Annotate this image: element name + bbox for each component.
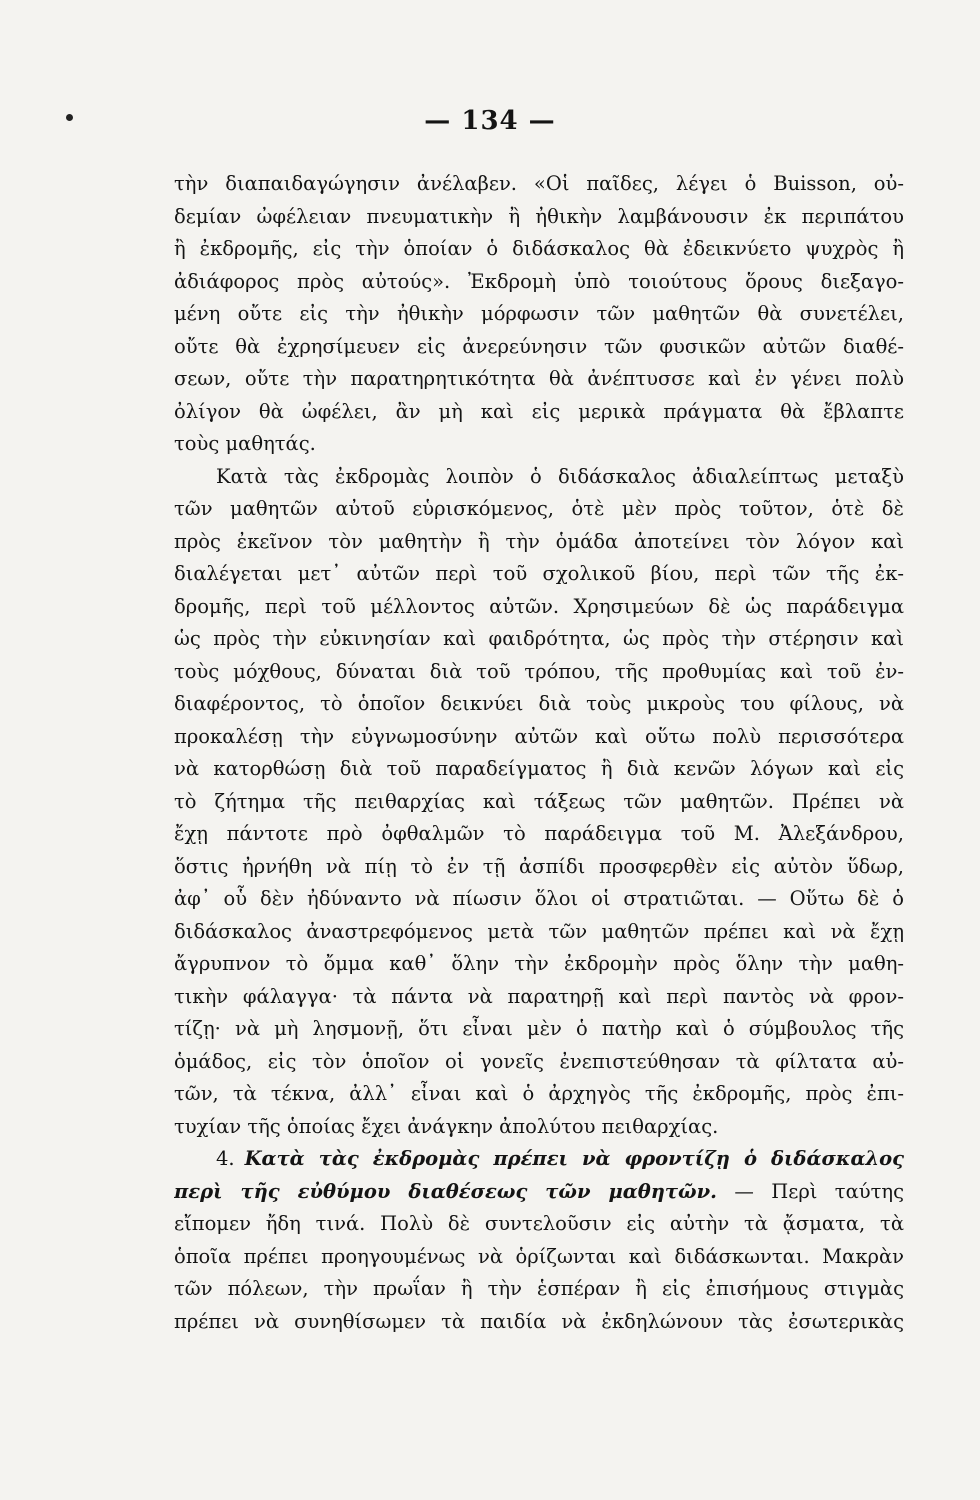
text-line: ὅστις ἠρνήθη νὰ πίῃ τὸ ἐν τῇ ἀσπίδι προσφερθὲν εἰς αὐτὸν ὕδωρ, [174,854,904,878]
text-line: νὰ κατορθώσῃ διὰ τοῦ παραδείγματος ἢ διὰ κενῶν λόγων καὶ εἰς [174,757,904,780]
paragraph-2 [174,461,904,1144]
section-heading: Κατὰ τὰς ἐκδρομὰς πρέπει νὰ φροντίζῃ ὁ διδάσκαλος [244,1147,904,1170]
text-line: σεων, οὔτε τὴν παρατηρητικότητα θὰ ἀνέπτυσσε καὶ ἐν γένει πολὺ [174,367,904,390]
text-line: ὀλίγον θὰ ὠφέλει, ἂν μὴ καὶ εἰς μερικὰ πράγματα θὰ ἔβλαπτε [174,399,904,423]
text-line: τυχίαν τῆς ὁποίας ἔχει ἀνάγκην ἀπολύτου πειθαρχίας. [174,1114,719,1138]
text-line: εἴπομεν ἤδη τινά. Πολὺ δὲ συντελοῦσιν εἰς αὐτὴν τὰ ᾄσματα, τὰ [174,1212,904,1235]
paragraph-1 [174,168,904,461]
text-line: τοὺς μόχθους, δύναται διὰ τοῦ τρόπου, τῆς προθυμίας καὶ τοῦ ἐν- [174,659,904,683]
text-line: τῶν, τὰ τέκνα, ἀλλ᾽ εἶναι καὶ ὁ ἀρχηγὸς τῆς ἐκδρομῆς, πρὸς ἐπι- [174,1082,904,1105]
text-line: τῶν μαθητῶν αὐτοῦ εὑρισκόμενος, ὁτὲ μὲν πρὸς τοῦτον, ὁτὲ δὲ [174,497,904,520]
text-line: τῶν πόλεων, τὴν πρωΐαν ἢ τὴν ἑσπέραν ἢ εἰς ἐπισήμους στιγμὰς [174,1277,904,1300]
text-line: ἔχῃ πάντοτε πρὸ ὀφθαλμῶν τὸ παράδειγμα τοῦ Μ. Ἀλεξάνδρου, [174,822,904,845]
text-line: διαφέροντος, τὸ ὁποῖον δεικνύει διὰ τοὺς μικροὺς του φίλους, νὰ [174,692,904,715]
text-line: πρὸς ἐκεῖνον τὸν μαθητὴν ἢ τὴν ὁμάδα ἀποτείνει τὸν λόγον καὶ [174,529,904,553]
text-line: τὴν διαπαιδαγώγησιν ἀνέλαβεν. «Οἱ παῖδες, λέγει ὁ Buisson, οὐ- [174,172,904,195]
section-heading-line [174,1176,904,1209]
text-line: ὁποῖα πρέπει προηγουμένως νὰ ὁρίζωνται καὶ διδάσκωνται. Μακρὰν [174,1244,904,1268]
page-number: — 134 — [424,106,556,136]
text-line: τικὴν φάλαγγα· τὰ πάντα νὰ παρατηρῇ καὶ περὶ παντὸς νὰ φρον- [174,984,904,1008]
text-line: προκαλέσῃ τὴν εὐγνωμοσύνην αὐτῶν καὶ οὕτω πολὺ περισσότερα [174,724,904,748]
section-number: 4. [216,1147,235,1170]
text-line: μένη οὔτε εἰς τὴν ἠθικὴν μόρφωσιν τῶν μαθητῶν θὰ συνετέλει, [174,302,904,325]
text-line: διδάσκαλος ἀναστρεφόμενος μετὰ τῶν μαθητῶν πρέπει καὶ νὰ ἔχῃ [174,919,904,943]
text-run: — Περὶ ταύτης [716,1179,904,1203]
text-line: δεμίαν ὠφέλειαν πνευματικὴν ἢ ἠθικὴν λαμβάνουσιν ἐκ περιπάτου [174,204,904,228]
text-line: ἢ ἐκδρομῆς, εἰς τὴν ὁποίαν ὁ διδάσκαλος θὰ ἐδεικνύετο ψυχρὸς ἢ [174,237,904,260]
text-line: τίζῃ· νὰ μὴ λησμονῇ, ὅτι εἶναι μὲν ὁ πατὴρ καὶ ὁ σύμβουλος τῆς [174,1017,904,1040]
text-line: ἀδιάφορος πρὸς αὐτούς». Ἐκδρομὴ ὑπὸ τοιούτους ὅρους διεξαγο- [174,269,904,293]
text-line: ὁμάδος, εἰς τὸν ὁποῖον οἱ γονεῖς ἐνεπιστεύθησαν τὰ φίλτατα αὐ- [174,1049,904,1073]
text-line: τοὺς μαθητάς. [174,432,316,455]
body-text [174,168,904,1338]
text-line: δρομῆς, περὶ τοῦ μέλλοντος αὐτῶν. Χρησιμεύων δὲ ὡς παράδειγμα [174,594,904,618]
text-line: τὸ ζήτημα τῆς πειθαρχίας καὶ τάξεως τῶν μαθητῶν. Πρέπει νὰ [174,789,904,813]
text-line: διαλέγεται μετ᾽ αὐτῶν περὶ τοῦ σχολικοῦ βίου, περὶ τῶν τῆς ἐκ- [174,562,904,585]
section-heading-line [174,1143,904,1176]
text-line: ὡς πρὸς τὴν εὐκινησίαν καὶ φαιδρότητα, ὡς πρὸς τὴν στέρησιν καὶ [174,627,904,650]
section-4 [174,1143,904,1338]
text-line: ἄγρυπνον τὸ ὄμμα καθ᾽ ὅλην τὴν ἐκδρομὴν πρὸς ὅλην τὴν μαθη- [174,952,904,975]
text-line: οὔτε θὰ ἐχρησίμευεν εἰς ἀνερεύνησιν τῶν φυσικῶν αὐτῶν διαθέ- [174,334,904,358]
text-line: ἀφ᾽ οὗ δὲν ἠδύναντο νὰ πίωσιν ὅλοι οἱ στρατιῶται. — Οὕτω δὲ ὁ [174,887,904,910]
text-line: Κατὰ τὰς ἐκδρομὰς λοιπὸν ὁ διδάσκαλος ἀδιαλείπτως μεταξὺ [216,464,904,488]
text-line: πρέπει νὰ συνηθίσωμεν τὰ παιδία νὰ ἐκδηλώνουν τὰς ἐσωτερικὰς [174,1309,904,1333]
section-heading-continued: περὶ τῆς εὐθύμου διαθέσεως τῶν μαθητῶν. [174,1179,717,1203]
